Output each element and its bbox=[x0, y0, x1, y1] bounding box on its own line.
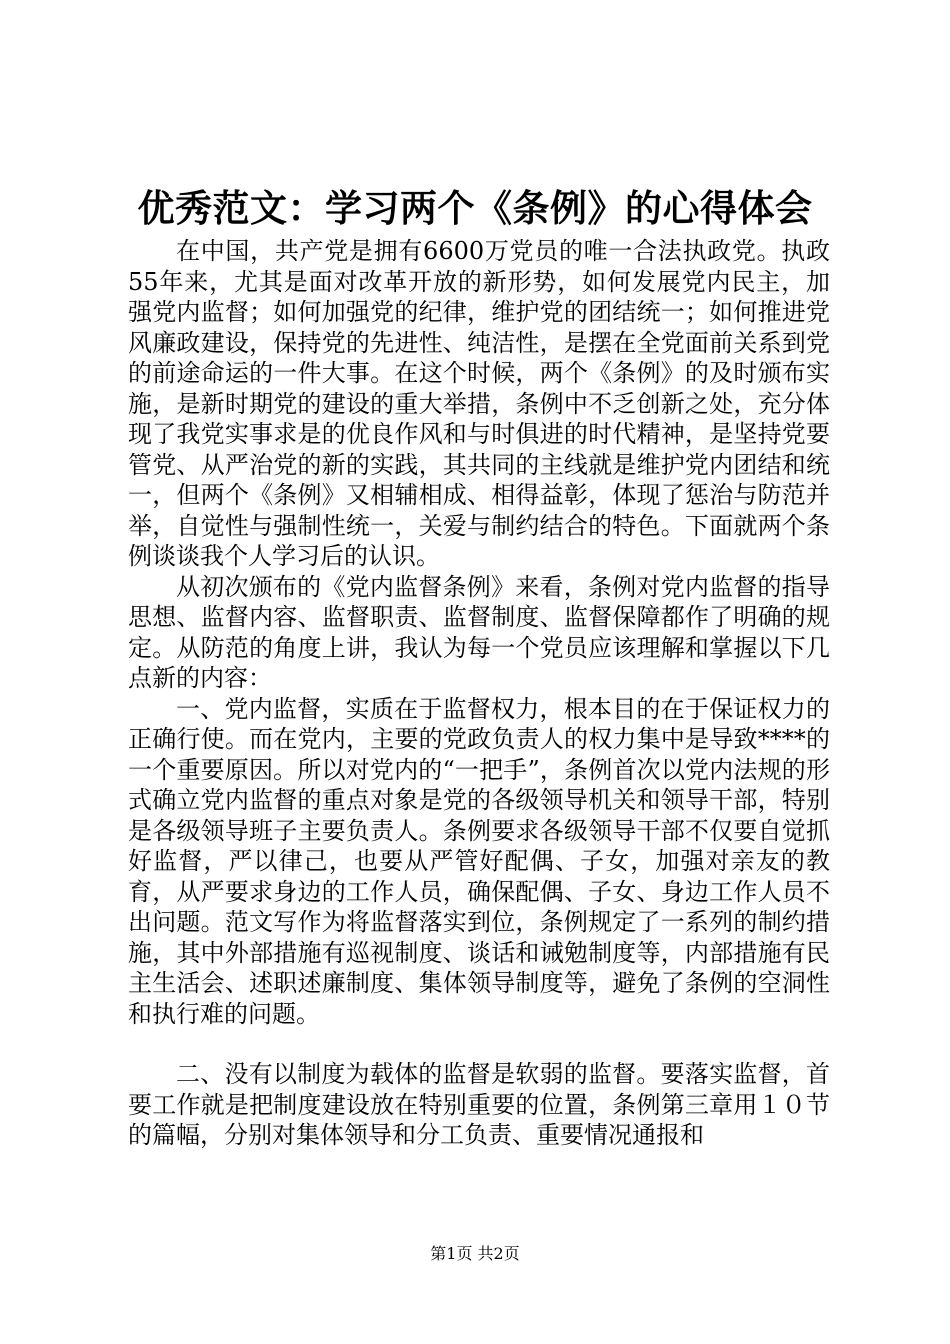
paragraph-point-one: 一、党内监督，实质在于监督权力，根本目的在于保证权力的正确行使。而在党内，主要的党政负责人的权力集中是导致****的一个重要原因。所以对党内的“一把手”，条例首次以党内法规的形式确立党内监督的重点对象是党的各级领导机关和领导干部，特别是各级领导班子主要负责人。条例要求各级领导干部不仅要自觉抓好监督，严以律己，也要从严管好配偶、子女，加强对亲友的教育，从严要求身边的工作人员，确保配偶、子女、身边工作人员不出问题。范文写作为将监督落实到位，条例规定了一系列的制约措施，其中外部措施有巡视制度、谈话和诫勉制度等，内部措施有民主生活会、述职述廉制度、集体领导制度等，避免了条例的空洞性和执行难的问题。 bbox=[128, 694, 830, 1028]
paragraph-intro: 在中国，共产党是拥有6600万党员的唯一合法执政党。执政55年来，尤其是面对改革开放的新形势，如何发展党内民主，加强党内监督；如何加强党的纪律，维护党的团结统一；如何推进党风廉政建设，保持党的先进性、纯洁性，是摆在全党面前关系到党的前途命运的一件大事。在这个时候，两个《条例》的及时颁布实施，是新时期党的建设的重大举措，条例中不乏创新之处，充分体现了我党实事求是的优良作风和与时俱进的时代精神，是坚持党要管党、从严治党的新的实践，其共同的主线就是维护党内团结和统一，但两个《条例》又相辅相成、相得益彰，体现了惩治与防范并举，自觉性与强制性统一，关爱与制约结合的特色。下面就两个条例谈谈我个人学习后的认识。 bbox=[128, 237, 830, 570]
document-title: 优秀范文：学习两个《条例》的心得体会 bbox=[137, 186, 813, 230]
document-body bbox=[128, 236, 830, 1151]
paragraph-supervision-regulation: 从初次颁布的《党内监督条例》来看，条例对党内监督的指导思想、监督内容、监督职责、监督制度、监督保障都作了明确的规定。从防范的角度上讲，我认为每一个党员应该理解和掌握以下几点新的内容： bbox=[128, 572, 830, 692]
page-number-footer: 第1页 共2页 bbox=[430, 1244, 520, 1263]
paragraph-point-two: 二、没有以制度为载体的监督是软弱的监督。要落实监督，首要工作就是把制度建设放在特别重要的位置，条例第三章用１０节的篇幅，分别对集体领导和分工负责、重要情况通报和 bbox=[128, 1060, 830, 1149]
